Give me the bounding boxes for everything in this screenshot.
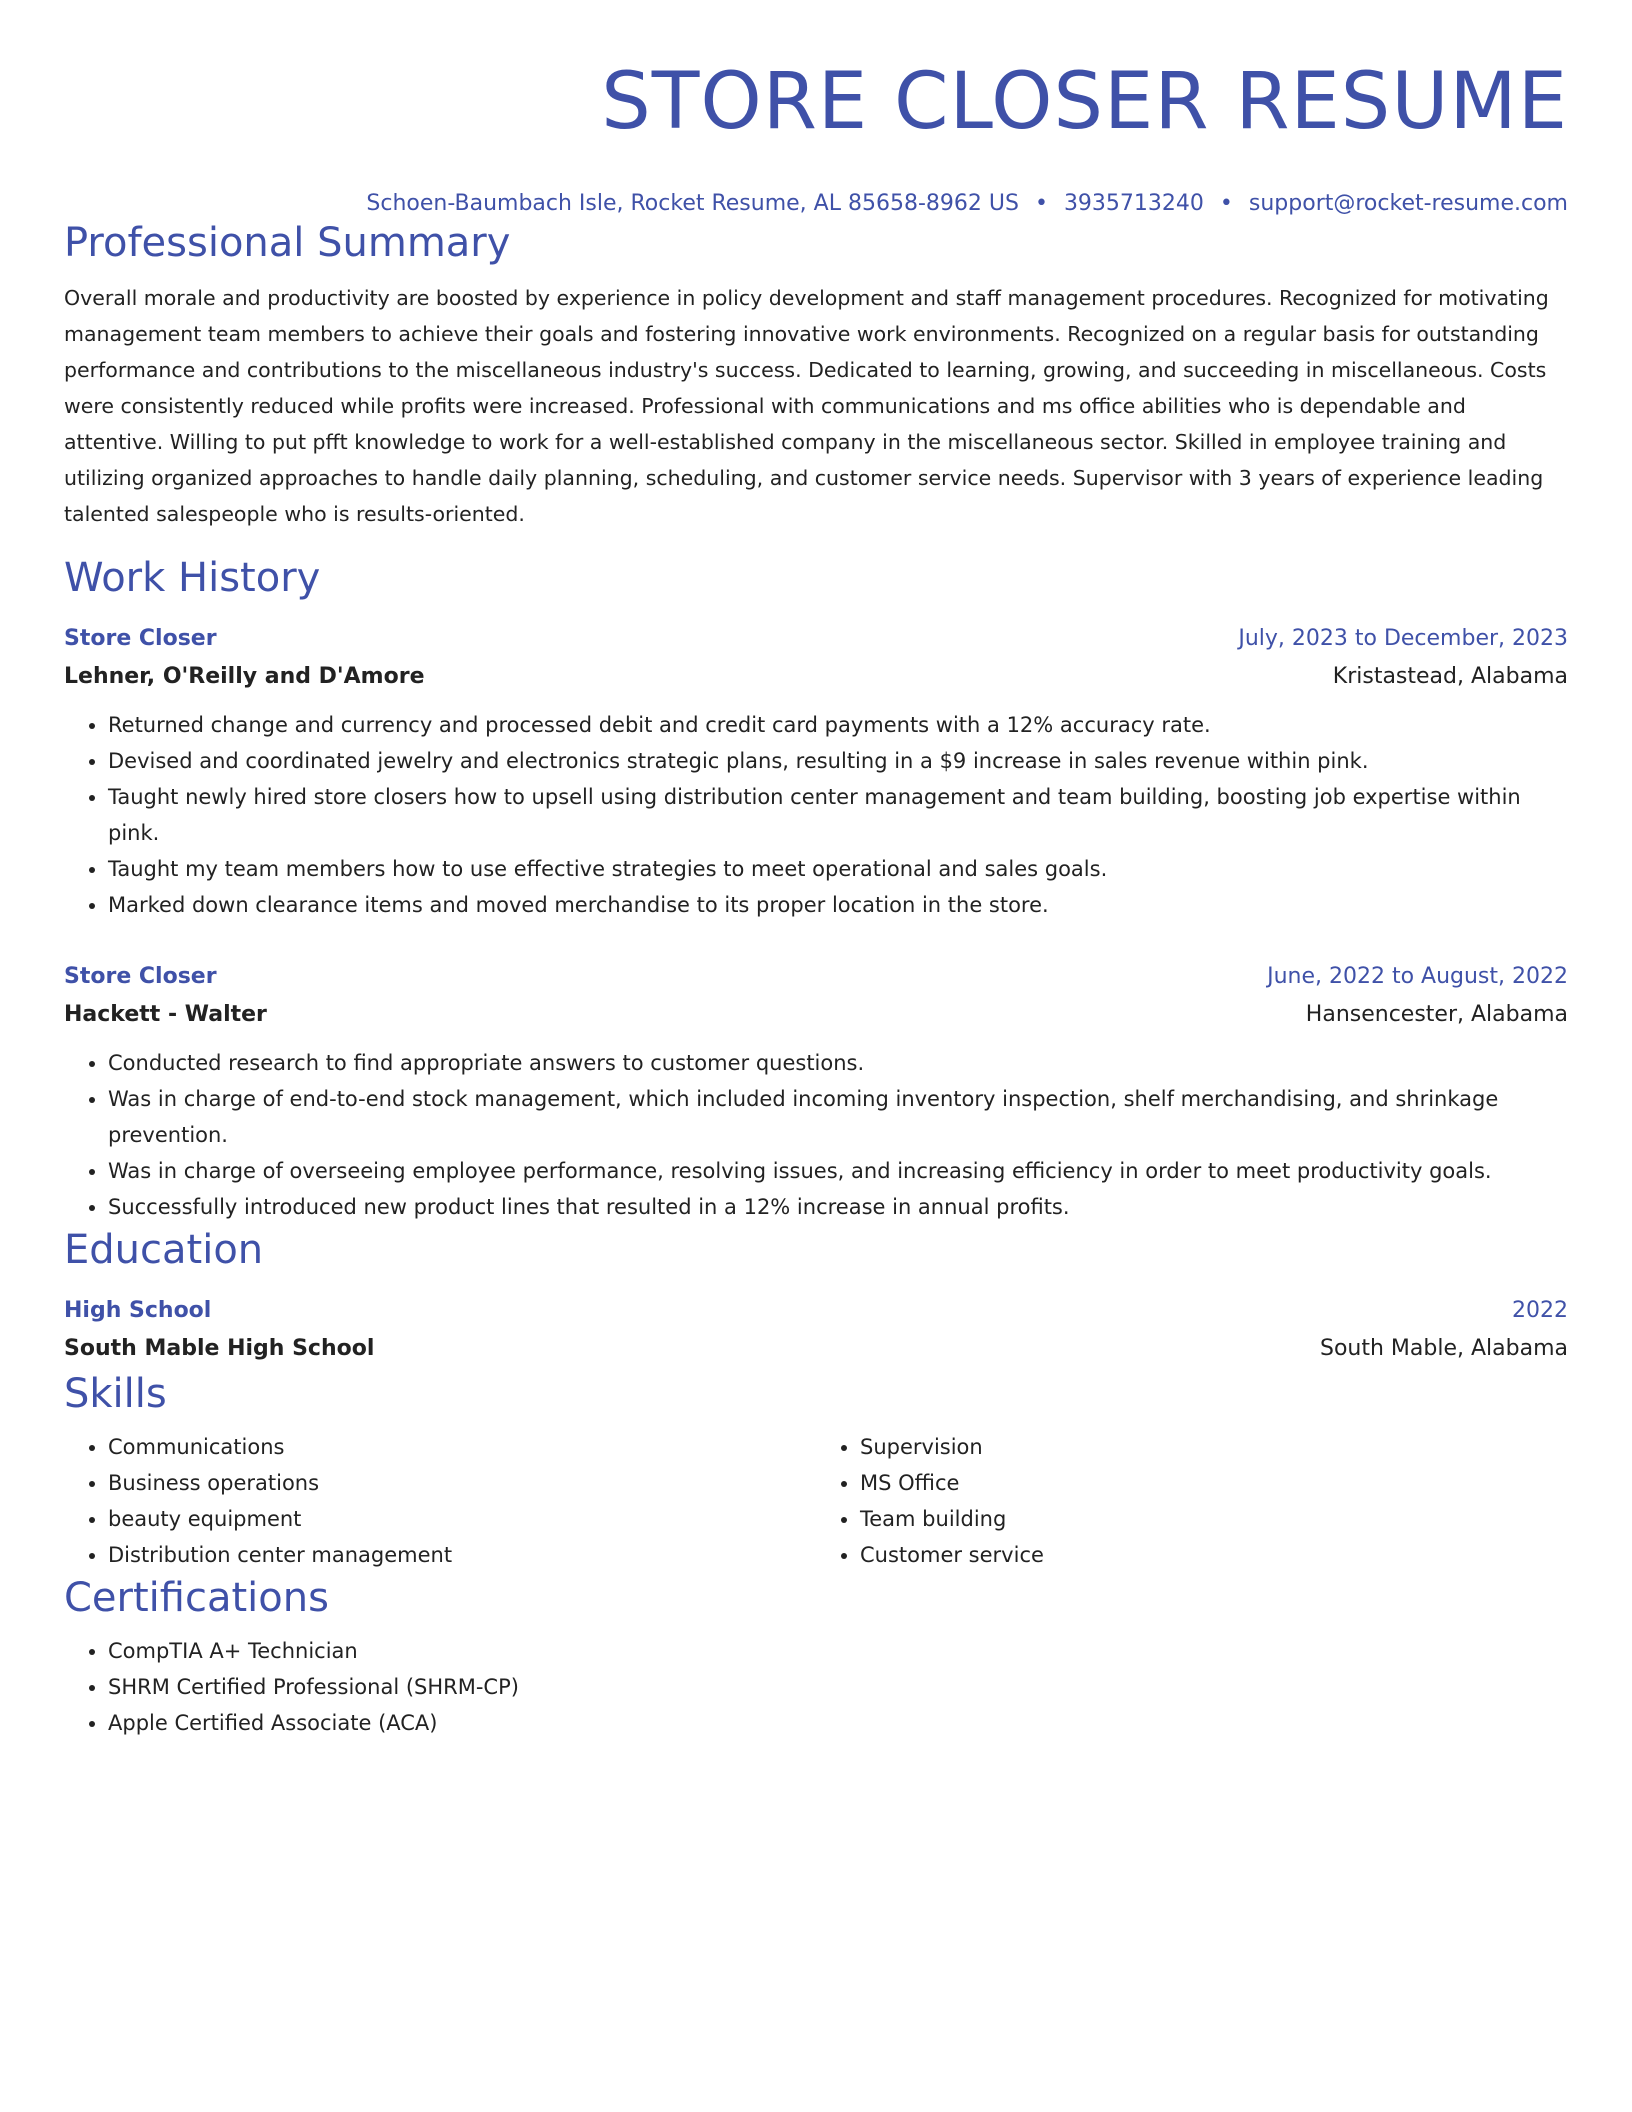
job-title: Store Closer	[64, 625, 217, 651]
section-heading-work-history: Work History	[64, 554, 321, 601]
list-item: • Distribution center management	[108, 1537, 816, 1573]
contact-line	[64, 190, 1568, 218]
list-item: • CompTIA A+ Technician	[108, 1633, 1568, 1669]
list-item: • Apple Certified Associate (ACA)	[108, 1705, 1568, 1741]
list-item: • Conducted research to find appropriate answers to customer questions.	[108, 1045, 1568, 1081]
resume-title: STORE CLOSER RESUME	[601, 57, 1568, 147]
job-location: Kristastead, Alabama	[1332, 663, 1568, 689]
contact-phone: 3935713240	[1063, 191, 1204, 216]
education-degree: High School	[64, 1297, 212, 1323]
job-company-row	[64, 995, 1568, 1035]
contact-separator: •	[1219, 191, 1233, 216]
summary-section	[64, 218, 1568, 532]
job-entry	[64, 621, 1568, 923]
list-item: • Was in charge of overseeing employee performance, resolving issues, and increasing efficiency in order to meet productivity goals.	[108, 1153, 1568, 1189]
job-title-row	[64, 959, 1568, 995]
job-entry	[64, 959, 1568, 1225]
education-school: South Mable High School	[64, 1335, 375, 1361]
list-item: • Taught my team members how to use effective strategies to meet operational and sales goals.	[108, 851, 1568, 887]
resume-header	[64, 0, 1568, 218]
job-location: Hansencester, Alabama	[1305, 1001, 1568, 1027]
section-heading-education: Education	[64, 1226, 264, 1273]
list-item: • Was in charge of end-to-end stock management, which included incoming inventory inspection, shelf merchandising, and shrinkage prevention.	[108, 1081, 1568, 1153]
contact-email[interactable]: support@rocket-resume.com	[1248, 191, 1568, 216]
list-item: • Marked down clearance items and moved merchandise to its proper location in the store.	[108, 887, 1568, 923]
job-dates: July, 2023 to December, 2023	[1238, 625, 1568, 651]
job-bullets	[64, 707, 1568, 923]
skills-list-right	[816, 1429, 1568, 1573]
job-title-row	[64, 621, 1568, 657]
list-item: • Supervision	[860, 1429, 1568, 1465]
contact-address: Schoen-Baumbach Isle, Rocket Resume, AL 85658-8962 US	[366, 191, 1019, 216]
job-bullets	[64, 1045, 1568, 1225]
list-item: • Returned change and currency and processed debit and credit card payments with a 12% accuracy rate.	[108, 707, 1568, 743]
education-section	[64, 1225, 1568, 1369]
certifications-list	[64, 1633, 1568, 1741]
list-item: • Devised and coordinated jewelry and electronics strategic plans, resulting in a $9 increase in sales revenue within pink.	[108, 743, 1568, 779]
list-item: • Team building	[860, 1501, 1568, 1537]
section-heading-certifications: Certifications	[64, 1574, 329, 1621]
education-degree-row	[64, 1293, 1568, 1329]
summary-text: Overall morale and productivity are boosted by experience in policy development and staff management procedures. Recognized for motivating management team members to achieve their goals and fostering innovative work environments. Recognized on a regular basis for outstanding performance and contributions to the miscellaneous industry's success. Dedicated to learning, growing, and succeeding in miscellaneous. Costs were consistently reduced while profits were increased. Professional with communications and ms office abilities who is dependable and attentive. Willing to put pfft knowledge to work for a well-established company in the miscellaneous sector. Skilled in employee training and utilizing organized approaches to handle daily planning, scheduling, and customer service needs. Supervisor with 3 years of experience leading talented salespeople who is results-oriented.	[64, 286, 1549, 526]
job-title: Store Closer	[64, 963, 217, 989]
list-item: • Business operations	[108, 1465, 816, 1501]
list-item: • beauty equipment	[108, 1501, 816, 1537]
job-company: Lehner, O'Reilly and D'Amore	[64, 663, 425, 689]
education-year: 2022	[1512, 1297, 1568, 1323]
list-item: • MS Office	[860, 1465, 1568, 1501]
education-school-row	[64, 1329, 1568, 1369]
contact-separator: •	[1034, 191, 1048, 216]
list-item: • SHRM Certified Professional (SHRM-CP)	[108, 1669, 1568, 1705]
certifications-section	[64, 1573, 1568, 1741]
section-heading-summary: Professional Summary	[64, 220, 511, 266]
work-history-section	[64, 553, 1568, 1225]
section-heading-skills: Skills	[64, 1370, 167, 1417]
job-dates: June, 2022 to August, 2022	[1267, 963, 1568, 989]
job-company-row	[64, 657, 1568, 697]
skills-section	[64, 1369, 1568, 1573]
education-entry	[64, 1293, 1568, 1369]
list-item: • Customer service	[860, 1537, 1568, 1573]
list-item: • Communications	[108, 1429, 816, 1465]
skills-list-left	[64, 1429, 816, 1573]
list-item: • Successfully introduced new product lines that resulted in a 12% increase in annual profits.	[108, 1189, 1568, 1225]
job-company: Hackett - Walter	[64, 1001, 267, 1027]
list-item: • Taught newly hired store closers how to upsell using distribution center management and team building, boosting job expertise within pink.	[108, 779, 1568, 851]
education-location: South Mable, Alabama	[1320, 1335, 1568, 1361]
skills-grid	[64, 1419, 1568, 1573]
